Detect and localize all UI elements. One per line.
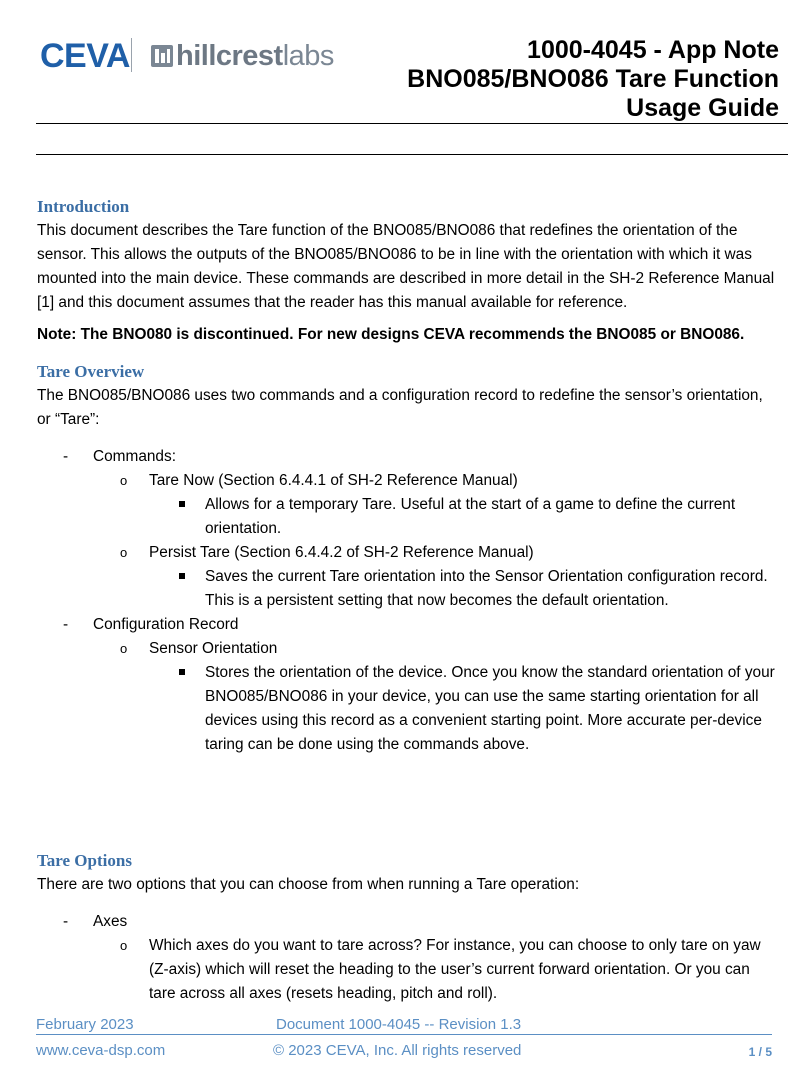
list-item-tare-now-desc bbox=[149, 493, 777, 541]
circle-bullet: o bbox=[120, 938, 128, 953]
axes-label: Axes bbox=[93, 913, 128, 930]
document-title bbox=[407, 36, 779, 123]
sensor-orientation-sublist bbox=[149, 661, 777, 757]
commands-label: Commands: bbox=[93, 448, 176, 465]
list-item-sensor-orientation bbox=[93, 637, 777, 757]
footer-copyright: © 2023 CEVA, Inc. All rights reserved bbox=[273, 1042, 522, 1059]
persist-tare-label: Persist Tare (Section 6.4.4.2 of SH-2 Reference Manual) bbox=[149, 544, 534, 561]
spacer bbox=[37, 347, 777, 360]
square-bullet bbox=[179, 669, 185, 675]
sensor-orientation-label: Sensor Orientation bbox=[149, 640, 278, 657]
ceva-logo bbox=[40, 38, 130, 74]
tare-overview-heading: Tare Overview bbox=[37, 362, 145, 381]
spacer bbox=[37, 432, 777, 445]
hillcrest-mark-icon bbox=[150, 44, 174, 68]
discontinued-note: Note: The BNO080 is discontinued. For new designs CEVA recommends the BNO085 or BNO086. bbox=[37, 326, 745, 343]
labs-logo-light: labs bbox=[282, 40, 334, 72]
list-item-configuration-record bbox=[37, 613, 777, 757]
tare-now-sublist bbox=[149, 493, 777, 541]
spacer bbox=[37, 757, 777, 849]
tare-now-description: Allows for a temporary Tare. Useful at the start of a game to define the current orientation. bbox=[205, 496, 736, 537]
circle-bullet: o bbox=[120, 473, 128, 488]
title-rule-bottom bbox=[36, 154, 788, 155]
footer-document-revision: Document 1000-4045 -- Revision 1.3 bbox=[276, 1016, 522, 1033]
footer-top-row bbox=[36, 1016, 772, 1036]
sensor-orientation-description: Stores the orientation of the device. Once you know the standard orientation of your BNO085/BNO086 in your device, you can use the same starting orientation for all devices using this record as a convenient starting point. More accurate per-device taring can be done using the commands above. bbox=[205, 664, 775, 753]
persist-tare-sublist bbox=[149, 565, 777, 613]
dash-bullet: - bbox=[63, 913, 69, 930]
document-body bbox=[37, 195, 777, 1006]
list-item-persist-tare-desc bbox=[149, 565, 777, 613]
hillcrestlabs-logo bbox=[150, 40, 334, 72]
tare-options-heading: Tare Options bbox=[37, 851, 132, 870]
list-item-sensor-orientation-desc bbox=[149, 661, 777, 757]
list-item-axes bbox=[37, 910, 777, 1006]
introduction-heading: Introduction bbox=[37, 197, 130, 216]
axes-description: Which axes do you want to tare across? For instance, you can choose to only tare on yaw (Z-axis) which will reset the heading to the user’s current forward orientation. Or you can tare across all axes (resets heading, pitch and roll). bbox=[149, 937, 761, 1002]
list-item-persist-tare bbox=[93, 541, 777, 613]
axes-sublist bbox=[93, 934, 777, 1006]
list-item-commands bbox=[37, 445, 777, 613]
configuration-sublist bbox=[93, 637, 777, 757]
footer-bottom-row bbox=[36, 1042, 772, 1062]
list-item-axes-desc bbox=[93, 934, 777, 1006]
tare-overview-list bbox=[37, 445, 777, 757]
hillcrestlabs-logo-text bbox=[176, 40, 334, 72]
title-rule-top bbox=[36, 123, 788, 124]
page-number: 1 / 5 bbox=[748, 1045, 772, 1059]
dash-bullet: - bbox=[63, 448, 69, 465]
footer-rule bbox=[36, 1034, 772, 1035]
square-bullet bbox=[179, 573, 185, 579]
persist-tare-description: Saves the current Tare orientation into the Sensor Orientation configuration record. This is a persistent setting that now becomes the default orientation. bbox=[205, 568, 768, 609]
logo-divider bbox=[131, 38, 132, 72]
circle-bullet: o bbox=[120, 641, 128, 656]
tare-options-paragraph: There are two options that you can choose from when running a Tare operation: bbox=[37, 876, 580, 893]
tare-overview-paragraph: The BNO085/BNO086 uses two commands and a configuration record to redefine the sensor’s orientation, or “Tare”: bbox=[37, 387, 763, 428]
spacer bbox=[37, 897, 777, 910]
footer-website-link[interactable]: www.ceva-dsp.com bbox=[36, 1042, 166, 1059]
introduction-paragraph: This document describes the Tare function of the BNO085/BNO086 that redefines the orientation of the sensor. This allows the outputs of the BNO085/BNO086 to be in line with the orientation with which it was mounted into the main device. These commands are described in more detail in the SH-2 Reference Manual [1] and this document assumes that the reader has this manual available for reference. bbox=[37, 222, 775, 311]
title-line-3: Usage Guide bbox=[626, 94, 779, 122]
dash-bullet: - bbox=[63, 616, 69, 633]
configuration-record-label: Configuration Record bbox=[93, 616, 239, 633]
title-line-2: BNO085/BNO086 Tare Function bbox=[407, 65, 779, 93]
tare-now-label: Tare Now (Section 6.4.4.1 of SH-2 Reference Manual) bbox=[149, 472, 518, 489]
tare-options-list bbox=[37, 910, 777, 1006]
square-bullet bbox=[179, 501, 185, 507]
hillcrest-logo-bold: hillcrest bbox=[176, 40, 283, 72]
circle-bullet: o bbox=[120, 545, 128, 560]
title-line-1: 1000-4045 - App Note bbox=[527, 36, 779, 64]
ceva-logo-text: CEVA bbox=[40, 37, 130, 75]
commands-sublist bbox=[93, 469, 777, 613]
footer-date: February 2023 bbox=[36, 1016, 134, 1033]
list-item-tare-now bbox=[93, 469, 777, 541]
